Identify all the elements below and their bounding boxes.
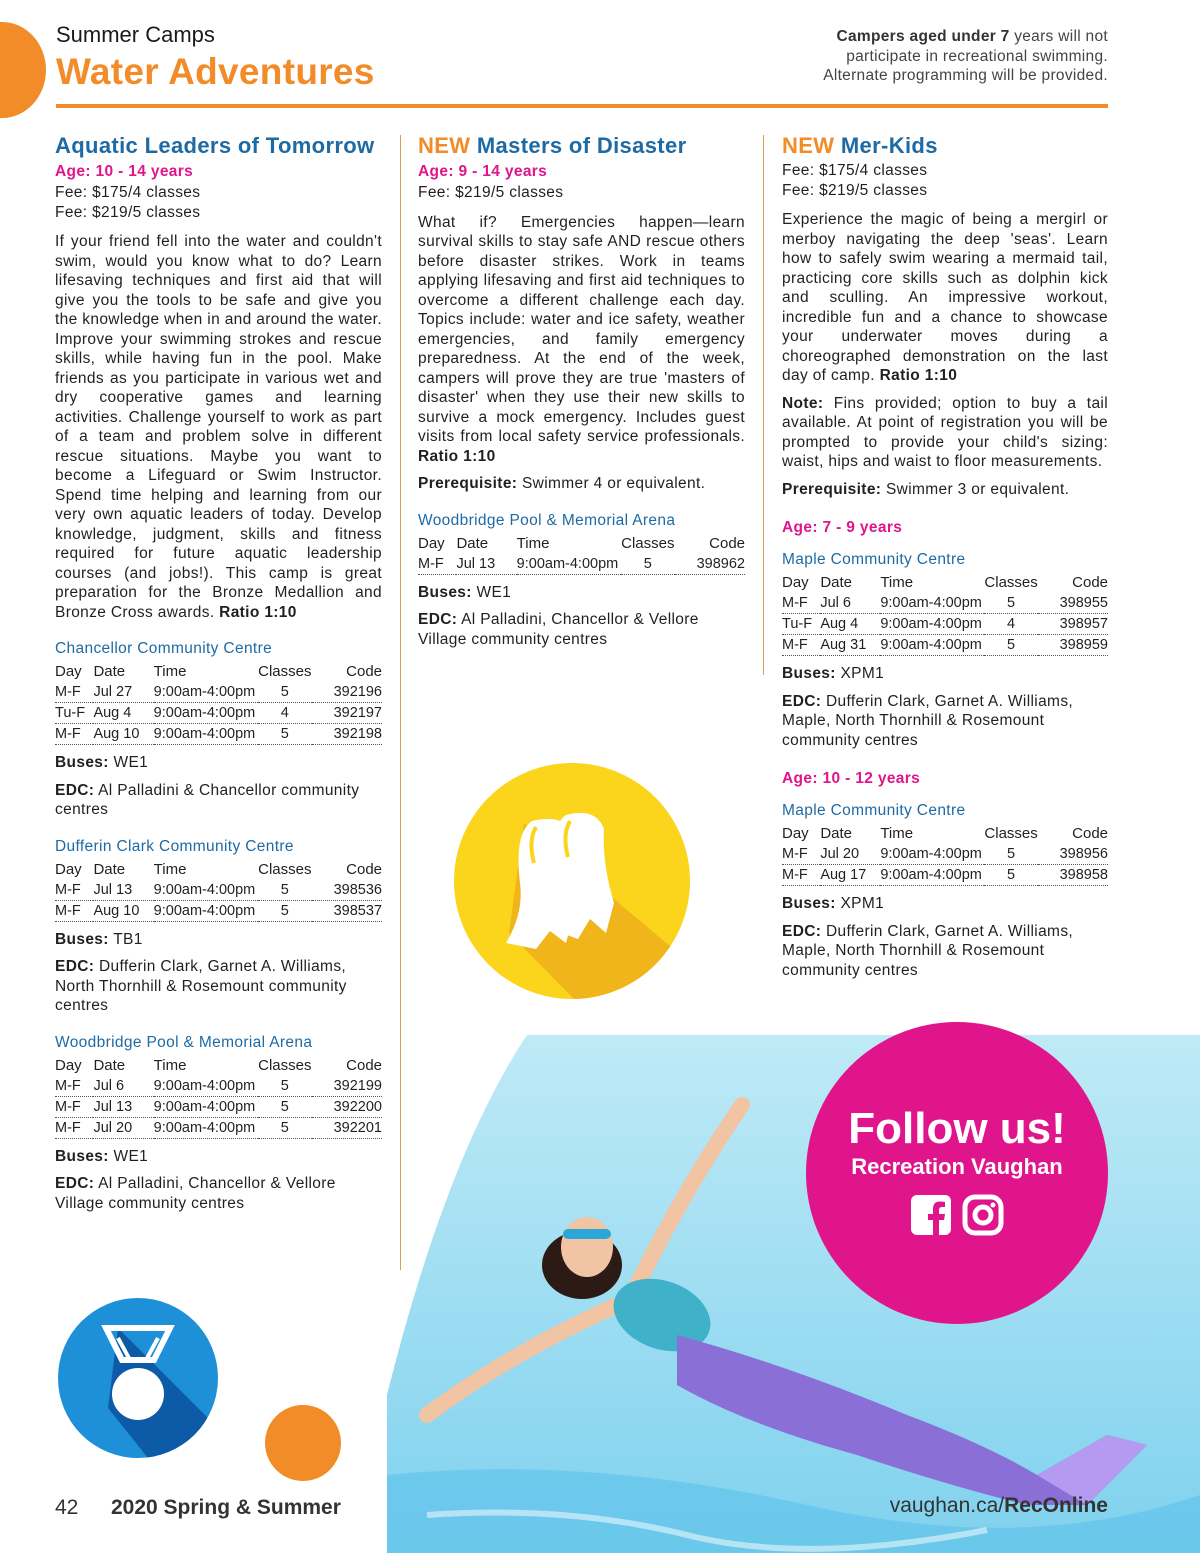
schedule-row bbox=[55, 1076, 382, 1097]
schedule-table bbox=[55, 1056, 382, 1139]
follow-heading: Follow us! bbox=[848, 1104, 1066, 1153]
cell-day: M-F bbox=[418, 554, 456, 575]
column-header-day: Day bbox=[55, 663, 82, 680]
schedule-row bbox=[55, 880, 382, 901]
buses-info: Buses: XPM1 bbox=[782, 895, 885, 912]
buses-info: Buses: XPM1 bbox=[782, 665, 885, 682]
schedule-header-row bbox=[782, 824, 1108, 844]
schedule-row bbox=[55, 1117, 382, 1138]
cell-classes: 5 bbox=[258, 1117, 311, 1138]
edc-info: EDC: Dufferin Clark, Garnet A. Williams, Maple, North Thornhill & Rosemount community centres bbox=[782, 692, 1074, 749]
cell-day: M-F bbox=[782, 635, 820, 656]
column-header-code: Code bbox=[346, 860, 382, 878]
age-range: Age: 7 - 9 years bbox=[782, 519, 903, 536]
cell-date: Jul 27 bbox=[93, 682, 153, 703]
schedule-header-row bbox=[55, 1056, 382, 1076]
schedule-row bbox=[418, 554, 745, 575]
locations bbox=[418, 510, 745, 650]
cell-day: M-F bbox=[782, 865, 820, 886]
column-header-time: Time bbox=[880, 574, 914, 591]
column-header-classes: Classes bbox=[258, 1056, 312, 1074]
cell-code: 398958 bbox=[1038, 865, 1108, 886]
cell-classes: 4 bbox=[984, 614, 1037, 635]
social-icons bbox=[806, 1194, 1108, 1236]
schedule-header-row bbox=[55, 662, 382, 682]
age-groups bbox=[782, 517, 1108, 980]
column-header-day: Day bbox=[418, 534, 445, 552]
location-name: Woodbridge Pool & Memorial Arena bbox=[418, 511, 676, 529]
cell-time: 9:00am-4:00pm bbox=[880, 635, 984, 656]
cell-date: Jul 13 bbox=[456, 554, 516, 575]
prerequisite: Prerequisite: Swimmer 4 or equivalent. bbox=[418, 475, 706, 492]
edc-info: EDC: Dufferin Clark, Garnet A. Williams, North Thornhill & Rosemount community centres bbox=[55, 958, 347, 1014]
column-header-date: Date bbox=[93, 663, 126, 680]
cell-date: Jul 13 bbox=[93, 880, 153, 901]
cell-date: Jul 6 bbox=[820, 593, 880, 614]
column-header-time: Time bbox=[880, 825, 914, 842]
cell-code: 398537 bbox=[312, 900, 383, 921]
cell-date: Jul 13 bbox=[93, 1096, 153, 1117]
column-divider bbox=[763, 135, 764, 675]
schedule-table bbox=[782, 824, 1108, 886]
cell-time: 9:00am-4:00pm bbox=[154, 900, 258, 921]
column-header-classes: Classes bbox=[621, 534, 675, 552]
column-header-day: Day bbox=[782, 574, 809, 591]
column-header-classes: Classes bbox=[258, 663, 312, 680]
age-range: Age: 9 - 14 years bbox=[418, 163, 548, 180]
program-masters-of-disaster bbox=[418, 133, 745, 649]
cell-time: 9:00am-4:00pm bbox=[517, 554, 621, 575]
column-header-date: Date bbox=[456, 534, 489, 552]
prerequisite: Prerequisite: Swimmer 3 or equivalent. bbox=[782, 480, 1070, 498]
program-aquatic-leaders bbox=[55, 133, 382, 1213]
cell-code: 398957 bbox=[1038, 614, 1108, 635]
cell-classes: 5 bbox=[984, 635, 1037, 656]
cell-date: Jul 20 bbox=[93, 1117, 153, 1138]
follow-us-badge bbox=[806, 1022, 1108, 1324]
medal-icon bbox=[58, 1298, 218, 1458]
schedule-row bbox=[55, 900, 382, 921]
edc-info: EDC: Al Palladini, Chancellor & Vellore Village community centres bbox=[55, 1175, 336, 1212]
column-header-code: Code bbox=[1072, 574, 1108, 591]
schedule-table bbox=[782, 573, 1108, 656]
buses-info: Buses: WE1 bbox=[55, 1147, 149, 1165]
schedule-row bbox=[55, 682, 382, 703]
cell-day: M-F bbox=[55, 1076, 93, 1097]
cell-date: Aug 4 bbox=[820, 614, 880, 635]
cell-code: 398956 bbox=[1038, 844, 1108, 865]
edc-info: EDC: Dufferin Clark, Garnet A. Williams, Maple, North Thornhill & Rosemount community centres bbox=[782, 922, 1074, 979]
column-header-time: Time bbox=[153, 663, 187, 680]
cell-time: 9:00am-4:00pm bbox=[880, 844, 984, 865]
fee: Fee: $219/5 classes bbox=[418, 184, 564, 201]
age-range: Age: 10 - 14 years bbox=[55, 163, 194, 180]
cell-code: 392199 bbox=[312, 1076, 383, 1097]
column-header-day: Day bbox=[782, 825, 809, 842]
location-name: Chancellor Community Centre bbox=[55, 640, 273, 657]
cell-classes: 5 bbox=[984, 844, 1037, 865]
cell-classes: 5 bbox=[258, 724, 311, 745]
cell-day: M-F bbox=[55, 1096, 93, 1117]
column-header-code: Code bbox=[709, 534, 745, 552]
schedule-row bbox=[782, 614, 1108, 635]
cell-day: M-F bbox=[55, 682, 93, 703]
schedule-table bbox=[55, 860, 382, 922]
section-label: Summer Camps bbox=[56, 22, 215, 47]
cell-classes: 5 bbox=[258, 1096, 311, 1117]
cell-classes: 4 bbox=[258, 703, 311, 724]
follow-subheading: Recreation Vaughan bbox=[851, 1154, 1063, 1179]
age-notice: Campers aged under 7 years will not participate in recreational swimming. Alternate programming will be provided. bbox=[823, 28, 1108, 84]
fee: Fee: $219/5 classes bbox=[55, 203, 201, 221]
column-header-day: Day bbox=[55, 860, 82, 878]
schedule-table bbox=[418, 534, 745, 575]
schedule-header-row bbox=[418, 534, 745, 554]
column-header-code: Code bbox=[1072, 825, 1108, 842]
buses-info: Buses: WE1 bbox=[55, 754, 149, 771]
program-note: Note: Fins provided; option to buy a tail available. At point of registration you will be prompted to provide your child's sizing: waist, hips and waist to floor measurements. bbox=[782, 394, 1108, 470]
cell-day: M-F bbox=[782, 844, 820, 865]
issue-name: 2020 Spring & Summer bbox=[111, 1496, 341, 1519]
age-range: Age: 10 - 12 years bbox=[782, 770, 921, 787]
schedule-table bbox=[55, 662, 382, 745]
program-description: What if? Emergencies happen—learn survival skills to stay safe AND rescue others before disaster strikes. Work in teams applying lifesaving and first aid techniques to overcome a different challenge each day. Topics include: water and ice safety, weather emergencies, and family emergency preparedness. At the end of the week, campers will prove they are true 'masters of disaster' when they use their new skills to survive a mock emergency. Includes guest visits from local safety service professionals. Ratio 1:10 bbox=[418, 213, 745, 465]
column-header-code: Code bbox=[346, 663, 382, 680]
cell-date: Aug 4 bbox=[93, 703, 153, 724]
schedule-row bbox=[782, 844, 1108, 865]
cell-day: M-F bbox=[55, 880, 93, 901]
cell-day: Tu-F bbox=[55, 703, 93, 724]
cell-date: Jul 20 bbox=[820, 844, 880, 865]
cell-time: 9:00am-4:00pm bbox=[154, 1117, 258, 1138]
schedule-header-row bbox=[55, 860, 382, 880]
cell-day: M-F bbox=[782, 593, 820, 614]
cell-code: 398536 bbox=[312, 880, 383, 901]
cell-time: 9:00am-4:00pm bbox=[154, 703, 258, 724]
column-header-code: Code bbox=[346, 1056, 382, 1074]
cell-code: 392198 bbox=[312, 724, 383, 745]
fee: Fee: $175/4 classes bbox=[55, 184, 201, 201]
header-divider bbox=[56, 104, 1108, 108]
cell-day: Tu-F bbox=[782, 614, 820, 635]
program-title: NEW Mer-Kids bbox=[782, 133, 938, 158]
cell-date: Aug 17 bbox=[820, 865, 880, 886]
cell-time: 9:00am-4:00pm bbox=[154, 880, 258, 901]
schedule-row bbox=[782, 865, 1108, 886]
schedule-row bbox=[782, 635, 1108, 656]
cell-time: 9:00am-4:00pm bbox=[880, 614, 984, 635]
cell-time: 9:00am-4:00pm bbox=[880, 865, 984, 886]
cell-code: 398959 bbox=[1038, 635, 1108, 656]
cell-classes: 5 bbox=[621, 554, 674, 575]
column-header-classes: Classes bbox=[258, 860, 312, 878]
program-mer-kids bbox=[782, 133, 1108, 980]
facebook-icon[interactable] bbox=[910, 1194, 952, 1236]
schedule-row bbox=[55, 724, 382, 745]
column-header-date: Date bbox=[93, 860, 126, 878]
program-description: If your friend fell into the water and couldn't swim, would you know what to do? Learn lifesaving techniques and first aid that will give you the tools to be safe and give you the knowledge when in and around the water. Improve your swimming strokes and rescue skills, while having fun in the pool. Make friends as you participate in various wet and dry cooperative games and learning activities. Challenge yourself to work as part of a team and problem solve in different rescue situations. Maybe you want to become a Lifeguard or Swim Instructor. Spend time helping and learning from our very own aquatic leaders of today. Develop knowledge, judgment, skills and fitness required for future aquatic leadership courses (and jobs!). This camp is great preparation for the Bronze Medallion and Bronze Cross awards. Ratio 1:10 bbox=[55, 233, 382, 621]
location-name: Dufferin Clark Community Centre bbox=[55, 837, 294, 855]
column-header-time: Time bbox=[516, 534, 550, 552]
cell-classes: 5 bbox=[258, 880, 311, 901]
cell-date: Aug 10 bbox=[93, 900, 153, 921]
fee: Fee: $175/4 classes bbox=[782, 162, 928, 179]
cell-time: 9:00am-4:00pm bbox=[154, 1096, 258, 1117]
cell-time: 9:00am-4:00pm bbox=[154, 724, 258, 745]
column-header-time: Time bbox=[153, 860, 187, 878]
column-header-date: Date bbox=[820, 574, 852, 591]
program-description: Experience the magic of being a mergirl or merboy navigating the deep 'seas'. Learn how to safely swim wearing a mermaid tail, practicing core skills such as dolphin kick and sculling. An impressive workout, incredible fun and a chance to showcase your underwater moves during a choreographed demonstration on the last day of camp. Ratio 1:10 bbox=[782, 211, 1108, 384]
schedule-row bbox=[55, 1096, 382, 1117]
schedule-header-row bbox=[782, 573, 1108, 593]
program-title: Aquatic Leaders of Tomorrow bbox=[55, 133, 375, 158]
cell-code: 392196 bbox=[312, 682, 383, 703]
cell-code: 398962 bbox=[675, 554, 746, 575]
cell-classes: 5 bbox=[984, 865, 1037, 886]
column-header-day: Day bbox=[55, 1056, 82, 1074]
location-name: Maple Community Centre bbox=[782, 551, 966, 568]
cell-date: Aug 10 bbox=[93, 724, 153, 745]
location-name: Maple Community Centre bbox=[782, 802, 966, 819]
column-header-date: Date bbox=[93, 1056, 126, 1074]
orange-dot-decoration bbox=[265, 1405, 341, 1481]
swim-fins-icon bbox=[454, 763, 690, 999]
location-name: Woodbridge Pool & Memorial Arena bbox=[55, 1033, 313, 1051]
buses-info: Buses: WE1 bbox=[418, 583, 512, 601]
column-header-classes: Classes bbox=[984, 825, 1038, 842]
cell-date: Jul 6 bbox=[93, 1076, 153, 1097]
edc-info: EDC: Al Palladini, Chancellor & Vellore Village community centres bbox=[418, 611, 699, 648]
schedule-row bbox=[782, 593, 1108, 614]
cell-day: M-F bbox=[55, 1117, 93, 1138]
schedule-row bbox=[55, 703, 382, 724]
page-number: 42 bbox=[55, 1496, 79, 1519]
cell-time: 9:00am-4:00pm bbox=[154, 682, 258, 703]
program-title: NEW Masters of Disaster bbox=[418, 133, 687, 158]
cell-classes: 5 bbox=[258, 900, 311, 921]
buses-info: Buses: TB1 bbox=[55, 930, 143, 948]
locations bbox=[55, 638, 382, 1213]
cell-code: 392200 bbox=[312, 1096, 383, 1117]
edc-info: EDC: Al Palladini & Chancellor community centres bbox=[55, 781, 360, 818]
cell-day: M-F bbox=[55, 900, 93, 921]
cell-code: 392197 bbox=[312, 703, 383, 724]
cell-time: 9:00am-4:00pm bbox=[154, 1076, 258, 1097]
orange-circle-decoration bbox=[0, 22, 46, 118]
cell-classes: 5 bbox=[984, 593, 1037, 614]
cell-day: M-F bbox=[55, 724, 93, 745]
cell-date: Aug 31 bbox=[820, 635, 880, 656]
website-link[interactable]: vaughan.ca/RecOnline bbox=[889, 1494, 1108, 1517]
column-header-time: Time bbox=[153, 1056, 187, 1074]
cell-code: 398955 bbox=[1038, 593, 1108, 614]
page-title: Water Adventures bbox=[56, 51, 375, 92]
cell-time: 9:00am-4:00pm bbox=[880, 593, 984, 614]
column-header-date: Date bbox=[820, 825, 852, 842]
fee: Fee: $219/5 classes bbox=[782, 181, 928, 199]
cell-code: 392201 bbox=[312, 1117, 383, 1138]
cell-classes: 5 bbox=[258, 1076, 311, 1097]
cell-classes: 5 bbox=[258, 682, 311, 703]
instagram-icon[interactable] bbox=[962, 1194, 1004, 1236]
column-header-classes: Classes bbox=[984, 574, 1038, 591]
